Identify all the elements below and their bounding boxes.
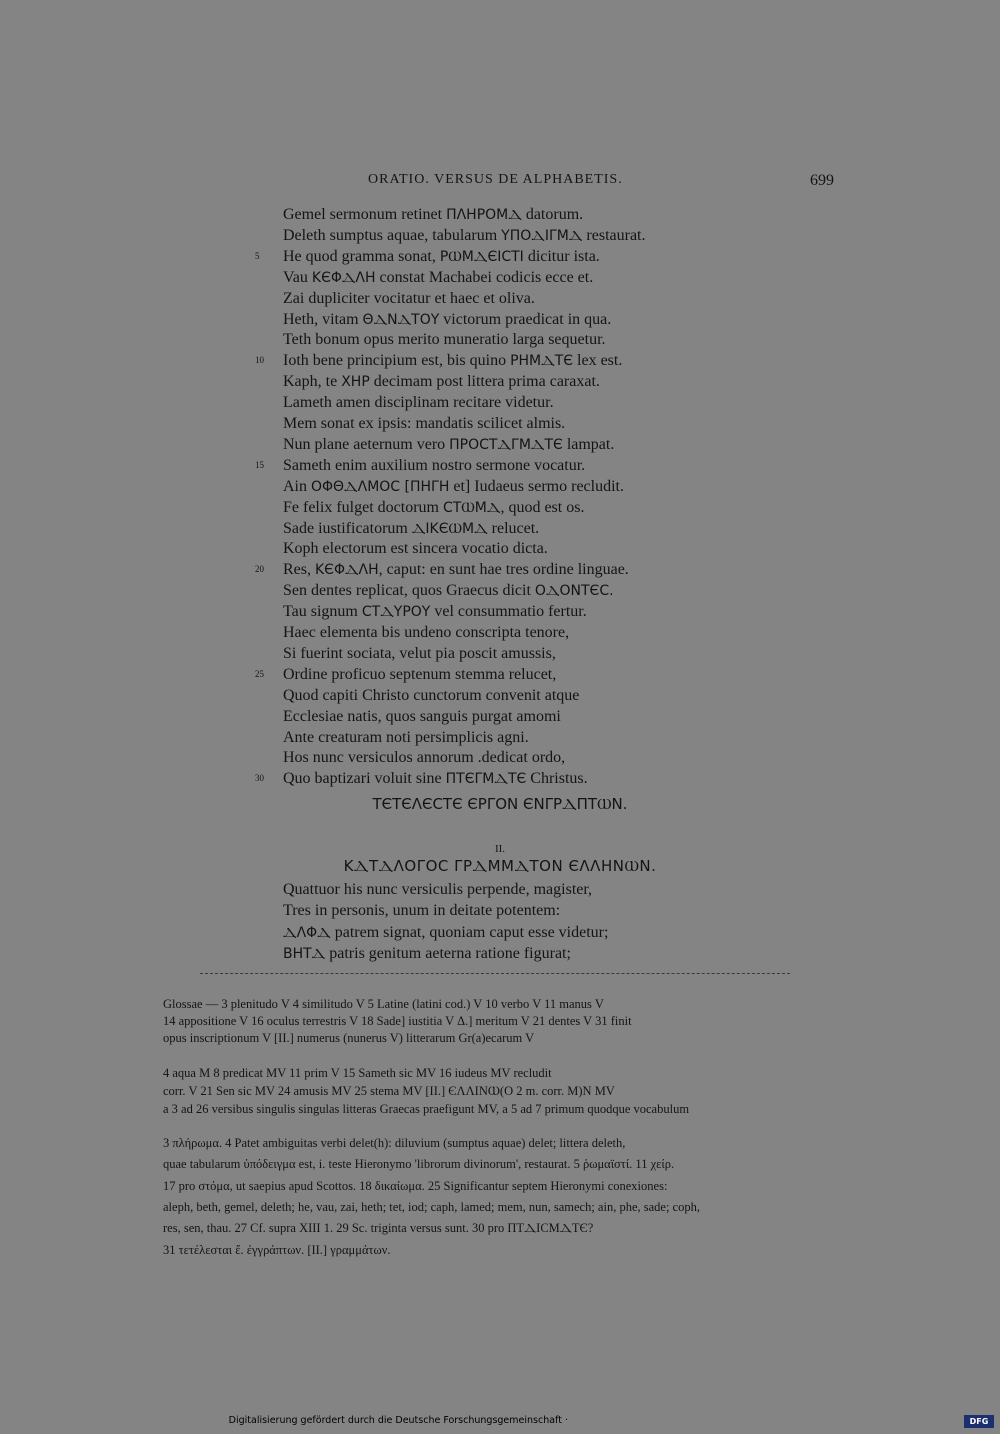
- verse-line: [0, 290, 1000, 311]
- verse-line: [0, 457, 1000, 478]
- page-number: 699: [810, 172, 834, 189]
- verse-line: [0, 770, 1000, 791]
- greek-word: СΤⲰΜⲆ: [442, 499, 501, 516]
- greek-word: ΠΤЄΓΜⲆΤЄ: [445, 771, 527, 788]
- commentary-line: 17 pro στόμα, ut saepius apud Scottos. 18 δικαίωμα. 25 Significantur septem Hieronymi conexiones:: [163, 1178, 668, 1193]
- verse-text: [283, 687, 579, 705]
- greek-word: ΟΦΘⲆΛΜΟС [ΠΗΓΗ: [311, 478, 450, 495]
- verse-text: [283, 436, 614, 454]
- verse-line: [0, 540, 1000, 561]
- running-header: [0, 172, 1000, 194]
- greek-word: ΚЄΦⲆΛΗ: [315, 562, 379, 579]
- greek-word: ΚЄΦⲆΛΗ: [311, 269, 376, 286]
- verse-text: [283, 290, 535, 308]
- commentary-line: quae tabularum ὑπόδειγμα est, i. teste Hieronymo 'librorum divinorum', restaurat. 5 ῥωμαϊστί. 11 χείρ.: [163, 1157, 675, 1172]
- line-number: 15: [255, 459, 264, 470]
- commentary-line: res, sen, thau. 27 Cf. supra XIII 1. 29 Sc. triginta versus sunt. 30 pro ΠΤⲆΙСΜⲆΤЄ?: [163, 1221, 594, 1236]
- verse-line: [0, 729, 1000, 750]
- line-number: 20: [255, 564, 264, 575]
- latin-text: dicitur ista.: [523, 247, 600, 265]
- verse-line: [0, 331, 1000, 352]
- latin-text: Ante creaturam noti persimplicis agni.: [283, 728, 529, 746]
- latin-text: Sen dentes replicat, quos Graecus dicit: [283, 582, 535, 600]
- latin-text: Heth, vitam: [283, 310, 363, 328]
- greek-word: ⲆΛΦⲆ: [283, 924, 331, 941]
- latin-text: et] Iudaeus sermo recludit.: [449, 477, 624, 495]
- verse-text: [283, 902, 560, 920]
- latin-text: restaurat.: [582, 226, 646, 244]
- verse-text: [283, 269, 593, 287]
- commentary-line: 31 τετέλεσται ἔ. ἐγγράπτων. [II.] γραμμάτων.: [163, 1242, 391, 1257]
- greek-word: ΟⲆΟΝΤЄС.: [534, 583, 614, 600]
- verse-text: [283, 624, 569, 642]
- verse-line: [0, 945, 1000, 966]
- latin-text: relucet.: [487, 519, 540, 537]
- verse-line: [0, 415, 1000, 436]
- glossae-line: Glossae — 3 plenitudo V 4 similitudo V 5 Latine (latini cod.) V 10 verbo V 11 manus V: [163, 997, 604, 1011]
- verse-text: [283, 206, 583, 224]
- latin-text: Si fuerint sociata, velut pia poscit amussis,: [283, 644, 556, 662]
- verse-line: [0, 708, 1000, 729]
- verse-text: [283, 415, 565, 433]
- verse-text: [283, 311, 611, 329]
- verse-line: [0, 206, 1000, 227]
- latin-text: Quo baptizari voluit sine: [283, 770, 446, 788]
- verse-text: [283, 708, 561, 726]
- verse-line: [0, 499, 1000, 520]
- verse-text: [283, 227, 646, 245]
- verse-line: [0, 373, 1000, 394]
- verse-text: [283, 729, 529, 747]
- latin-text: Gemel sermonum retinet: [283, 206, 447, 223]
- verse-text: [283, 603, 587, 621]
- verse-line: [0, 645, 1000, 666]
- poem-ending: ΤЄΤЄΛЄСΤЄ ЄΡΓΟΝ ЄΝΓΡⲆΠΤⲰΝ.: [372, 795, 628, 813]
- verse-text: [283, 666, 556, 684]
- latin-text: Mem sonat ex ipsis: mandatis scilicet almis.: [283, 415, 566, 432]
- verse-text: [283, 478, 624, 496]
- apparatus-line: 4 aqua M 8 predicat MV 11 prim V 15 Sameth sic MV 16 iudeus MV recludit: [163, 1066, 552, 1080]
- latin-text: Ain: [283, 477, 311, 495]
- latin-text: lampat.: [562, 435, 615, 453]
- verse-text: [283, 770, 588, 788]
- latin-text: Ordine proficuo septenum stemma relucet,: [283, 665, 557, 683]
- verse-text: [283, 749, 565, 767]
- latin-text: Deleth sumptus aquae, tabularum: [283, 226, 502, 244]
- latin-text: Fe felix fulget doctorum: [283, 498, 443, 516]
- verse-text: [283, 881, 592, 899]
- section-title: ΚⲆΤⲆΛΟΓΟС ΓΡⲆΜΜⲆΤΟΝ ЄΛΛΗΝⲰΝ.: [343, 857, 657, 875]
- latin-text: Nun plane aeternum vero: [283, 435, 450, 453]
- apparatus-line: corr. V 21 Sen sic MV 24 amusis MV 25 stema MV [II.] ЄΛΛΙΝⲰ(Ο 2 m. corr. M)Ν MV: [163, 1084, 615, 1098]
- latin-text: constat Machabei codicis ecce et.: [375, 268, 594, 286]
- latin-text: datorum.: [521, 206, 584, 223]
- greek-word: ΠΛΗΡΟΜⲆ: [446, 207, 522, 223]
- verse-text: [283, 924, 608, 942]
- line-number: 25: [255, 668, 264, 679]
- latin-text: , caput: en sunt hae tres ordine linguae.: [378, 561, 629, 579]
- latin-text: Quattuor his nunc versiculis perpende, magister,: [283, 881, 593, 898]
- verse-line: [0, 687, 1000, 708]
- latin-text: Ecclesiae natis, quos sanguis purgat amomi: [283, 707, 561, 725]
- latin-text: Sade iustificatorum: [283, 519, 412, 537]
- latin-text: vel consummatio fertur.: [430, 603, 587, 621]
- commentary-line: 3 πλήρωμα. 4 Patet ambiguitas verbi delet(h): diluvium (sumptus aquae) delet; littera deleth,: [163, 1136, 626, 1150]
- verse-line: [0, 561, 1000, 582]
- latin-text: Koph electorum est sincera vocatio dicta.: [283, 540, 548, 558]
- verse-line: [0, 666, 1000, 687]
- apparatus-line: a 3 ad 26 versibus singulis singulas litteras Graecas praefigunt MV, a 5 ad 7 primum quodque vocabulum: [163, 1102, 690, 1116]
- verse-text: [283, 582, 614, 600]
- running-title: ORATIO. VERSUS DE ALPHABETIS.: [368, 172, 623, 187]
- latin-text: patrem signat, quoniam caput esse videtur;: [330, 923, 609, 941]
- verse-line: [0, 924, 1000, 945]
- line-number: 5: [255, 250, 260, 261]
- glossae-line: opus inscriptionum V [II.] numerus (nunerus V) litterarum Gr(a)ecarum V: [163, 1031, 535, 1045]
- verse-text: [283, 373, 600, 391]
- verse-line: [0, 881, 1000, 902]
- latin-text: Sameth enim auxilium nostro sermone vocatur.: [283, 456, 586, 474]
- glossae-line: 14 appositione V 16 oculus terrestris V 18 Sade] iustitia V Δ.] meritum V 21 dentes V 31 finit: [163, 1014, 632, 1028]
- latin-text: lex est.: [573, 352, 623, 370]
- verse-text: [283, 457, 585, 475]
- verse-line: [0, 582, 1000, 603]
- greek-word: ΘⲆΝⲆΤΟΥ: [362, 311, 440, 328]
- greek-word: ΡⲰΜⲆЄΙСΤΙ: [439, 248, 524, 265]
- dfg-logo: DFG: [964, 1415, 994, 1428]
- latin-text: Haec elementa bis undeno conscripta tenore,: [283, 624, 570, 641]
- verse-line: [0, 269, 1000, 290]
- commentary-line: aleph, beth, gemel, deleth; he, vau, zai, heth; tet, iod; caph, lamed; mem, nun, samech; ain, phe, sade; coph,: [163, 1199, 700, 1214]
- latin-text: Teth bonum opus merito muneratio larga sequetur.: [283, 331, 606, 349]
- verse-line: [0, 478, 1000, 499]
- verse-text: [283, 945, 571, 963]
- verse-text: [283, 394, 554, 412]
- verse-text: [283, 520, 539, 538]
- verse-text: [283, 248, 600, 266]
- line-number: 30: [255, 773, 264, 784]
- verse-line: [0, 248, 1000, 269]
- verse-text: [283, 561, 629, 579]
- latin-text: He quod gramma sonat,: [283, 247, 440, 265]
- latin-text: Kaph, te: [283, 373, 342, 391]
- verse-text: [283, 645, 556, 663]
- verse-text: [283, 352, 622, 370]
- latin-text: patris genitum aeterna ratione figurat;: [325, 944, 571, 962]
- latin-text: Tau signum: [283, 603, 362, 621]
- verse-line: [0, 394, 1000, 415]
- line-number: 10: [255, 355, 264, 366]
- latin-text: Christus.: [526, 770, 588, 788]
- latin-text: Lameth amen disciplinam recitare videtur.: [283, 394, 554, 412]
- greek-word: ΧΗΡ: [341, 374, 370, 391]
- latin-text: , quod est os.: [500, 498, 585, 516]
- footer-credit: Digitalisierung gefördert durch die Deutsche Forschungsgemeinschaft ·: [228, 1415, 568, 1426]
- verse-text: [283, 540, 548, 558]
- section-numeral: II.: [494, 843, 506, 855]
- latin-text: Quod capiti Christo cunctorum convenit atque: [283, 686, 580, 704]
- greek-word: ΡΗΜⲆΤЄ: [510, 353, 574, 370]
- verse-line: [0, 227, 1000, 248]
- footnote-separator: [200, 973, 790, 974]
- latin-text: Hos nunc versiculos annorum .dedicat ordo,: [283, 749, 566, 767]
- latin-text: Res,: [283, 561, 315, 579]
- greek-word: ΥΠΟⲆΙΓΜⲆ: [501, 227, 583, 244]
- greek-word: ΒΗΤⲆ: [283, 945, 326, 962]
- verse-line: [0, 520, 1000, 541]
- latin-text: victorum praedicat in qua.: [439, 310, 612, 328]
- verse-line: [0, 902, 1000, 923]
- latin-text: decimam post littera prima caraxat.: [369, 373, 600, 391]
- verse-text: [283, 499, 584, 517]
- verse-line: [0, 352, 1000, 373]
- verse-text: [283, 331, 606, 349]
- verse-line: [0, 624, 1000, 645]
- greek-word: СΤⲆΥΡΟΥ: [361, 604, 431, 621]
- verse-line: [0, 749, 1000, 770]
- latin-text: Zai dupliciter vocitatur et haec et oliva.: [283, 289, 535, 307]
- latin-text: Tres in personis, unum in deitate potentem:: [283, 902, 561, 920]
- greek-word: ⲆΙΚЄⲰΜⲆ: [411, 520, 488, 537]
- verse-line: [0, 603, 1000, 624]
- verse-line: [0, 436, 1000, 457]
- greek-word: ΠΡΟСΤⲆΓΜⲆΤЄ: [449, 436, 563, 453]
- latin-text: Vau: [283, 268, 312, 286]
- verse-line: [0, 311, 1000, 332]
- latin-text: Ioth bene principium est, bis quino: [283, 352, 511, 370]
